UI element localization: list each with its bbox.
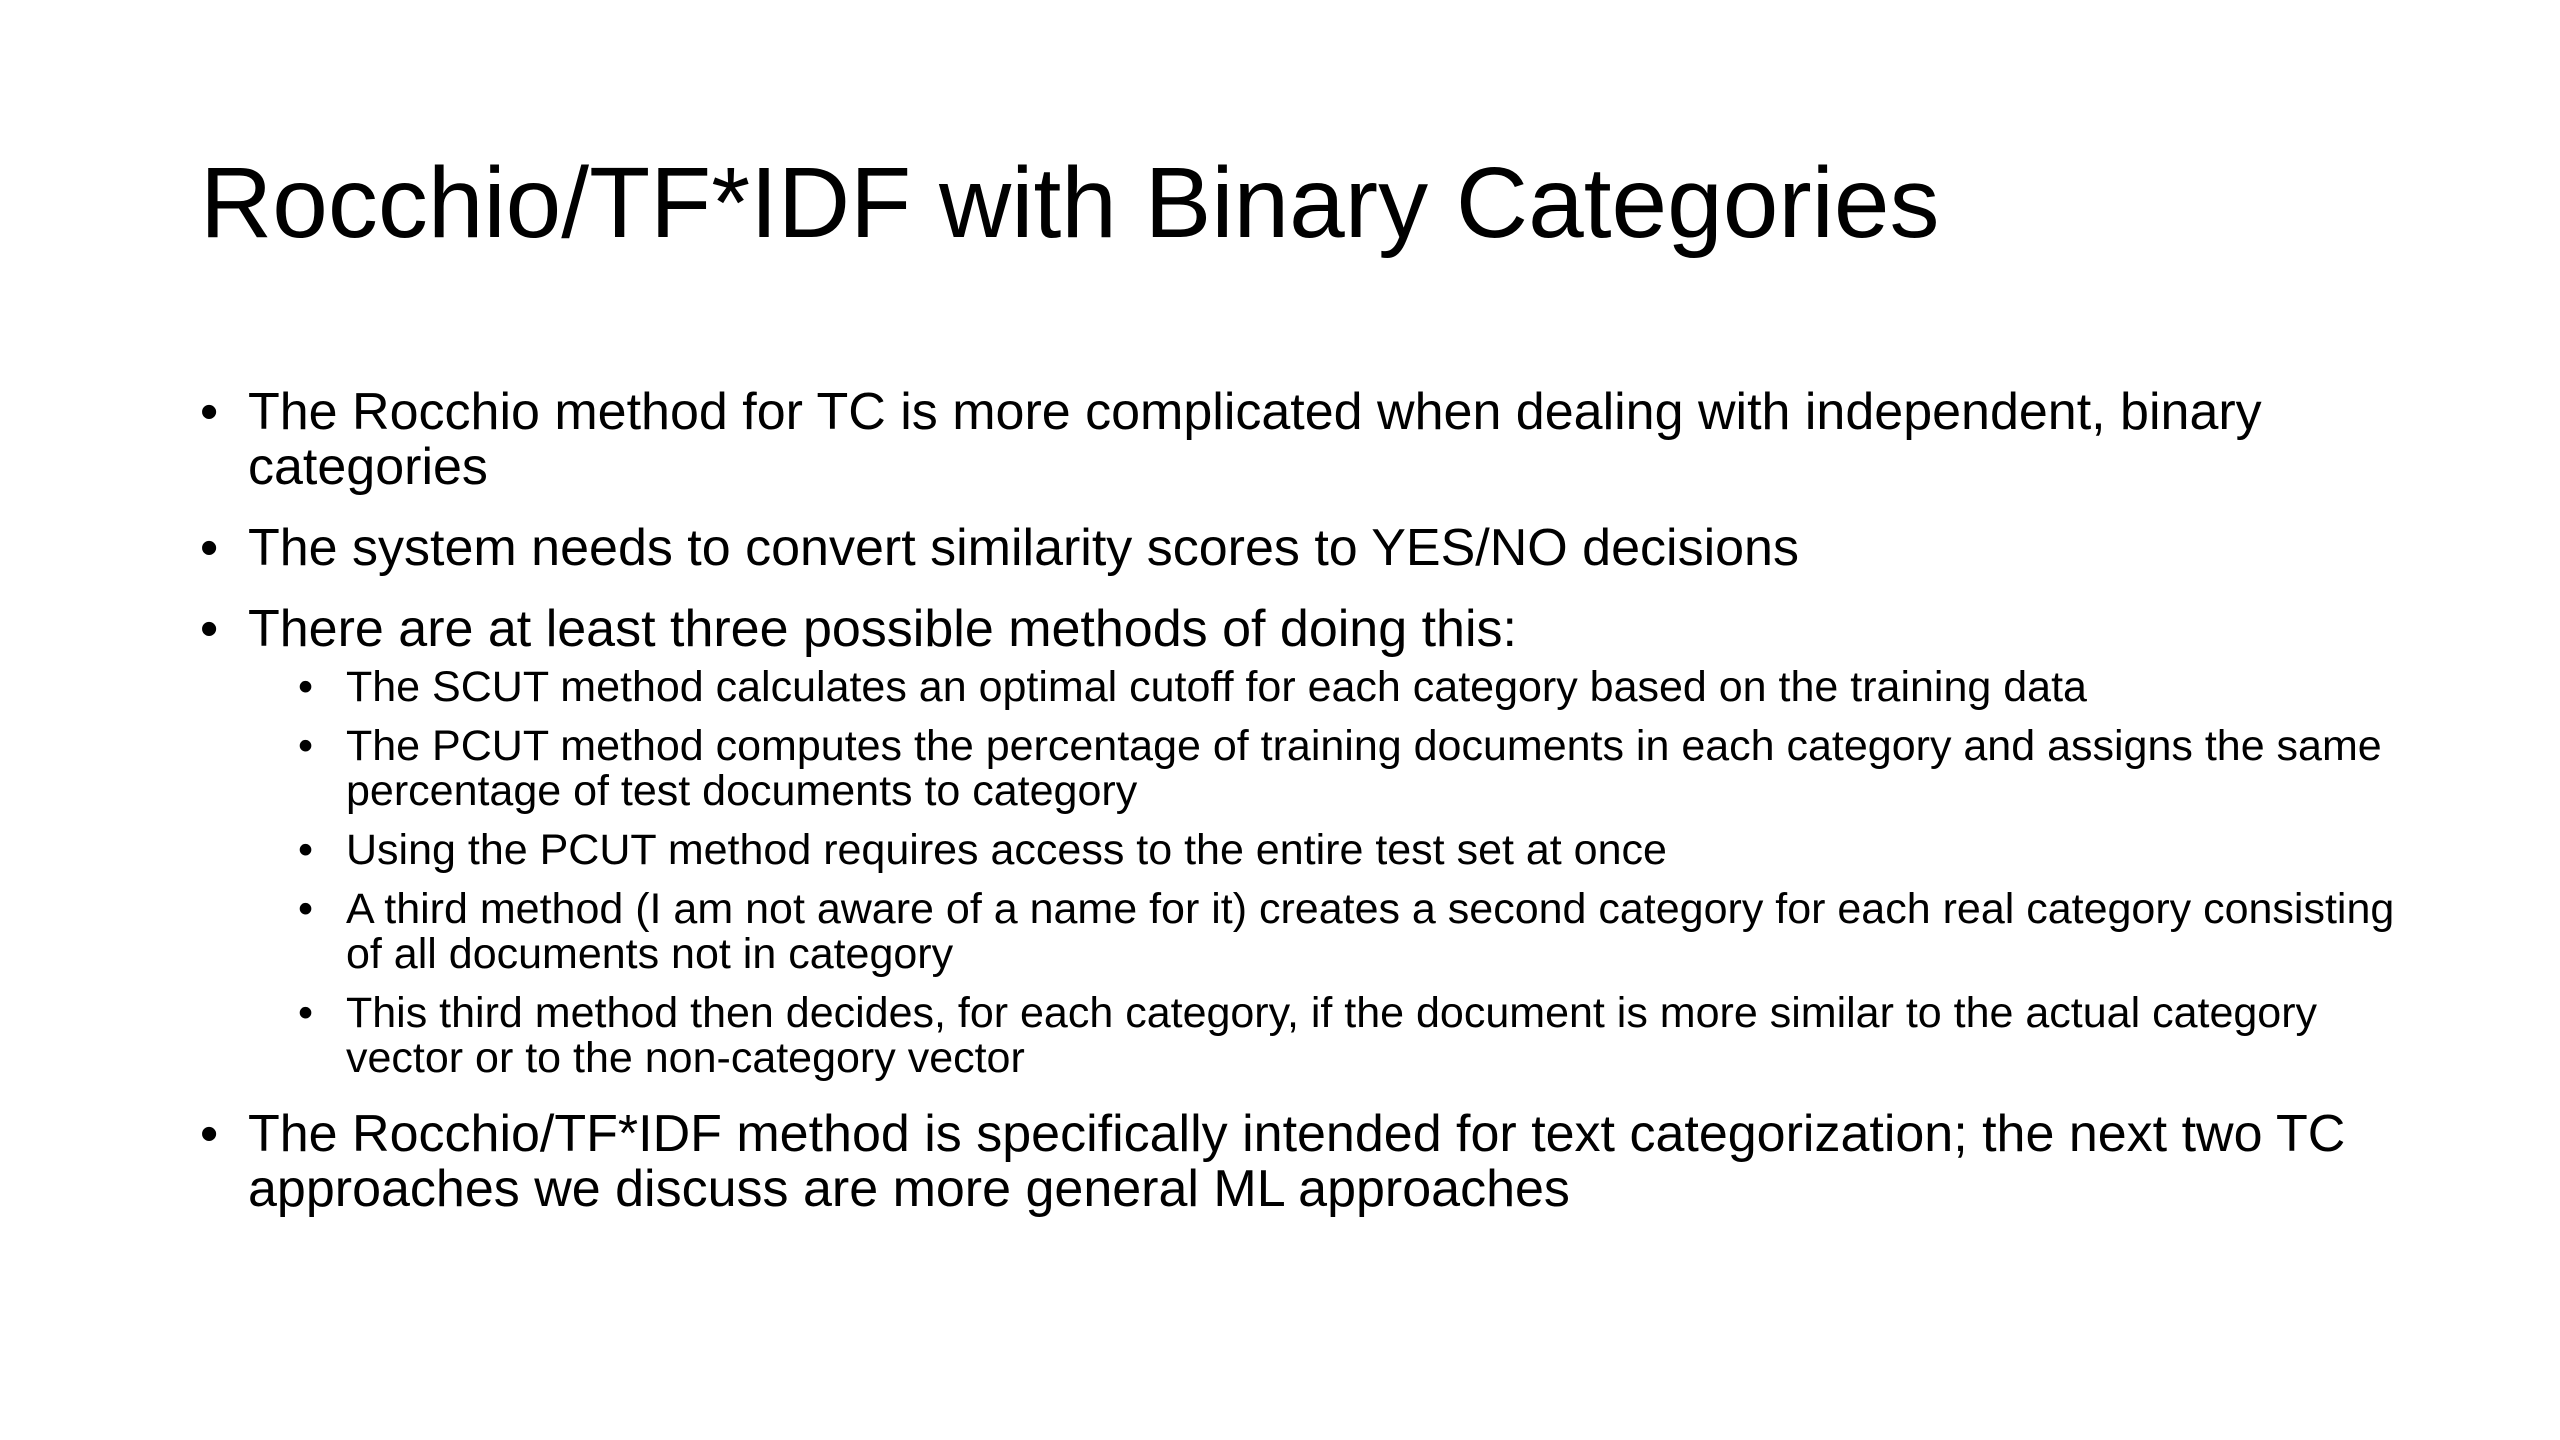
sub-bullet-icon: •: [298, 826, 314, 874]
sub-bullet-item: [298, 724, 2400, 814]
sub-bullet-text: Using the PCUT method requires access to the entire test set at once: [346, 826, 1667, 874]
sub-bullet-item: [298, 887, 2400, 977]
sub-bullet-text: A third method (I am not aware of a name for it) creates a second category for each real category consisting of all documents not in category: [346, 885, 2395, 978]
bullet-item: [200, 385, 2400, 495]
sub-bullet-icon: •: [298, 663, 314, 711]
sub-bullet-item: [298, 665, 2400, 710]
sub-bullet-list: [298, 665, 2400, 1081]
slide-title: Rocchio/TF*IDF with Binary Categories: [200, 147, 1940, 259]
sub-bullet-icon: •: [298, 722, 314, 770]
bullet-icon: •: [200, 1105, 219, 1163]
bullet-item: [200, 1107, 2400, 1217]
bullet-item: [200, 602, 2400, 1081]
bullet-icon: •: [200, 383, 219, 441]
bullet-icon: •: [200, 600, 219, 658]
bullet-item: [200, 521, 2400, 576]
bullet-icon: •: [200, 519, 219, 577]
sub-bullet-item: [298, 828, 2400, 873]
bullet-list: [200, 385, 2400, 1243]
bullet-text: The Rocchio method for TC is more complicated when dealing with independent, binary categories: [248, 383, 2262, 496]
sub-bullet-item: [298, 991, 2400, 1081]
bullet-text: The system needs to convert similarity scores to YES/NO decisions: [248, 519, 1799, 577]
sub-bullet-icon: •: [298, 885, 314, 933]
sub-bullet-icon: •: [298, 989, 314, 1037]
bullet-text: The Rocchio/TF*IDF method is specifically intended for text categorization; the next two TC approaches we discuss are more general ML approaches: [248, 1105, 2346, 1218]
sub-bullet-text: This third method then decides, for each category, if the document is more similar to the actual category vector or to the non-category vector: [346, 989, 2318, 1082]
bullet-text: There are at least three possible methods of doing this:: [248, 600, 1517, 658]
sub-bullet-text: The PCUT method computes the percentage of training documents in each category and assigns the same percentage of test documents to category: [346, 722, 2382, 815]
sub-bullet-text: The SCUT method calculates an optimal cutoff for each category based on the training data: [346, 663, 2087, 711]
